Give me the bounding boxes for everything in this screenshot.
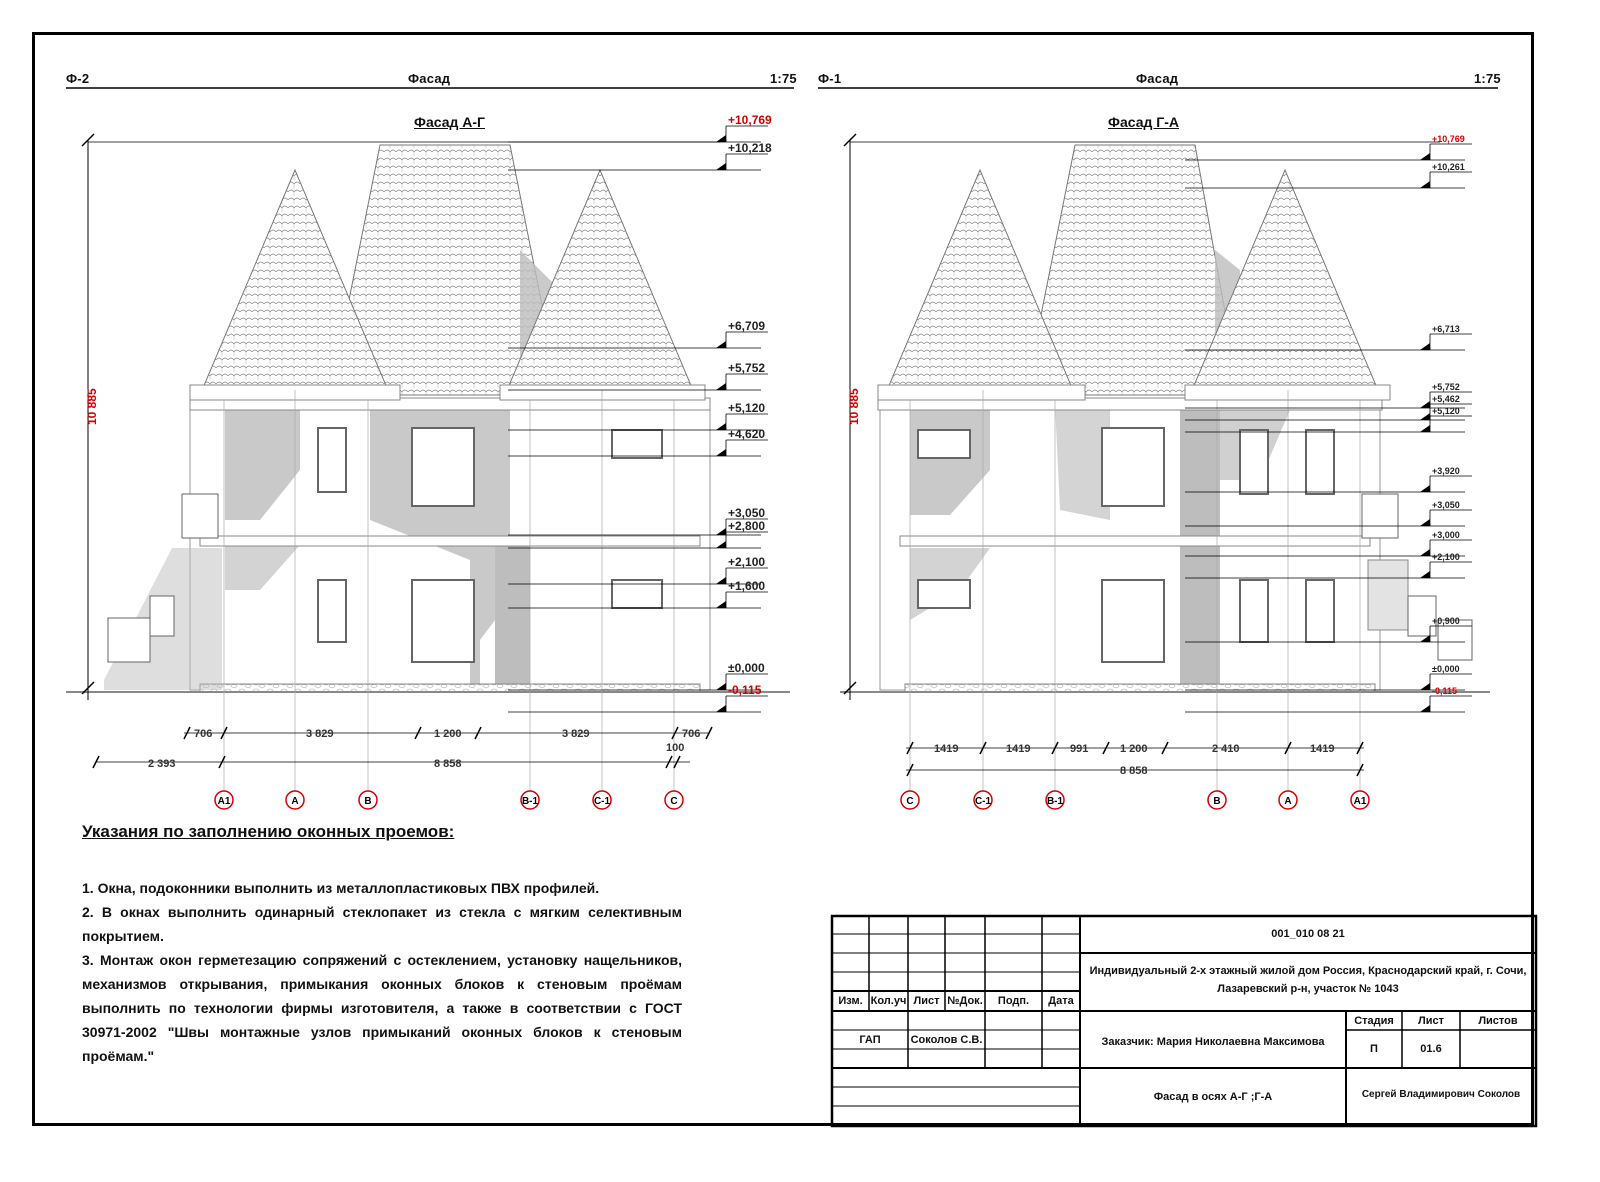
right-levels-level-label-12: -0,115 bbox=[1432, 686, 1458, 696]
left-axes-axis-label-5: С bbox=[670, 796, 678, 807]
left-dim-top-1: 706 bbox=[194, 728, 213, 740]
right-dim-top-5: 2 410 bbox=[1212, 743, 1240, 755]
note-2: 2. В окнах выполнить одинарный стеклопакет из стекла с мягким селективным покрытием. bbox=[82, 904, 682, 944]
left-levels-level-label-0: +10,769 bbox=[728, 113, 772, 127]
col-ndok: №Док. bbox=[947, 995, 983, 1007]
right-levels-level-label-5: +5,120 bbox=[1432, 406, 1460, 416]
left-axes-axis-label-0: А1 bbox=[217, 796, 231, 807]
left-dim-top-5: 706 bbox=[682, 728, 701, 740]
right-levels-level-label-6: +3,920 bbox=[1432, 466, 1460, 476]
person-name: Соколов С.В. bbox=[910, 1034, 983, 1046]
left-dim-top-4: 3 829 bbox=[562, 728, 590, 740]
left-axes-axis-label-3: В-1 bbox=[521, 796, 539, 807]
right-dim-top-1: 1419 bbox=[934, 743, 959, 755]
sheet-value: 01.6 bbox=[1420, 1043, 1442, 1055]
right-levels-level-label-7: +3,050 bbox=[1432, 500, 1460, 510]
left-dim-bottom-1: 2 393 bbox=[148, 758, 176, 770]
right-total-height: 10 885 bbox=[847, 388, 861, 425]
col-izm: Изм. bbox=[838, 995, 863, 1007]
left-axes-axis-label-2: В bbox=[364, 796, 372, 807]
left-axes-axis-label-4: С-1 bbox=[593, 796, 611, 807]
left-dim-bottom-2: 8 858 bbox=[434, 758, 462, 770]
left-levels-level-label-5: +4,620 bbox=[728, 427, 766, 441]
right-dim-top-2: 1419 bbox=[1006, 743, 1031, 755]
right-levels-level-label-8: +3,000 bbox=[1432, 530, 1460, 540]
right-axes-axis-label-4: А bbox=[1284, 796, 1292, 807]
left-levels-level-label-6: +3,050 bbox=[728, 506, 766, 520]
sheets-label: Листов bbox=[1478, 1015, 1518, 1027]
left-levels-level-label-9: +1,600 bbox=[728, 579, 766, 593]
left-dim-top-2: 3 829 bbox=[306, 728, 334, 740]
role-gap: ГАП bbox=[859, 1034, 881, 1046]
right-levels-level-label-11: ±0,000 bbox=[1432, 664, 1460, 674]
customer-name: Заказчик: Мария Николаевна Максимова bbox=[1101, 1036, 1325, 1048]
sheet-label: Лист bbox=[1418, 1015, 1444, 1027]
left-view-title: Фасад А-Г bbox=[414, 114, 485, 130]
left-sheet-code: Ф-2 bbox=[66, 71, 90, 86]
left-dim-bottom-3: 100 bbox=[666, 742, 685, 754]
left-axes-axis-label-1: А bbox=[291, 796, 299, 807]
left-levels-level-label-11: -0,115 bbox=[728, 683, 762, 697]
stage-value: П bbox=[1370, 1043, 1378, 1055]
right-axes-axis-label-2: В-1 bbox=[1046, 796, 1064, 807]
right-levels-level-label-10: +0,900 bbox=[1432, 616, 1460, 626]
right-dim-top-3: 991 bbox=[1070, 743, 1089, 755]
col-podp: Подп. bbox=[997, 995, 1030, 1007]
left-levels-level-label-8: +2,100 bbox=[728, 555, 766, 569]
note-1: 1. Окна, подоконники выполнить из металлопластиковых ПВХ профилей. bbox=[82, 880, 600, 896]
right-levels-level-label-3: +5,752 bbox=[1432, 382, 1460, 392]
right-axes-axis-label-1: С-1 bbox=[974, 796, 992, 807]
col-list: Лист bbox=[913, 995, 940, 1007]
left-levels-level-label-2: +6,709 bbox=[728, 319, 766, 333]
right-levels-level-label-1: +10,261 bbox=[1432, 162, 1465, 172]
right-axes-axis-label-5: А1 bbox=[1353, 796, 1367, 807]
col-kol-uch: Кол.уч bbox=[870, 995, 907, 1007]
right-levels-level-label-4: +5,462 bbox=[1432, 394, 1460, 404]
right-view-title: Фасад Г-А bbox=[1108, 114, 1179, 130]
left-sheet-label: Фасад bbox=[408, 71, 451, 86]
author-org: Сергей Владимирович Соколов bbox=[1361, 1089, 1521, 1100]
right-sheet-scale: 1:75 bbox=[1474, 71, 1501, 86]
left-levels-level-label-7: +2,800 bbox=[728, 519, 766, 533]
left-sheet-scale: 1:75 bbox=[770, 71, 797, 86]
right-levels-level-label-0: +10,769 bbox=[1432, 134, 1465, 144]
doc-code: 001_010 08 21 bbox=[1271, 928, 1345, 940]
left-levels-level-label-4: +5,120 bbox=[728, 401, 766, 415]
notes-title: Указания по заполнению оконных проемов: bbox=[82, 822, 455, 841]
right-dim-bottom-1: 8 858 bbox=[1120, 765, 1148, 777]
right-sheet-label: Фасад bbox=[1136, 71, 1179, 86]
right-axes-axis-label-3: В bbox=[1213, 796, 1221, 807]
project-name: Индивидуальный 2-х этажный жилой дом Россия, Краснодарский край, г. Сочи, Лазаревский р-н, участок № 1043 bbox=[1089, 965, 1527, 995]
left-dim-top-3: 1 200 bbox=[434, 728, 462, 740]
sheet-title: Фасад в осях А-Г ;Г-А bbox=[1153, 1091, 1273, 1103]
left-levels-level-label-3: +5,752 bbox=[728, 361, 766, 375]
right-levels-level-label-2: +6,713 bbox=[1432, 324, 1460, 334]
stage-label: Стадия bbox=[1354, 1015, 1394, 1027]
col-data: Дата bbox=[1048, 995, 1074, 1007]
left-levels-level-label-10: ±0,000 bbox=[728, 661, 765, 675]
right-dim-top-6: 1419 bbox=[1310, 743, 1335, 755]
left-total-height: 10 885 bbox=[85, 388, 99, 425]
note-3: 3. Монтаж окон герметезацию сопряжений с остеклением, установку нащельников, механизмов открывания, примыкания оконных блоков к стеновым проёмам выполнить по технологии фирмы изготовителя, а также в соответствии с ГОСТ 30971-2002 "Швы монтажные узлов примыканий оконных блоков к стеновым проёмам." bbox=[82, 952, 682, 1064]
right-dim-top-4: 1 200 bbox=[1120, 743, 1148, 755]
right-levels-level-label-9: +2,100 bbox=[1432, 552, 1460, 562]
left-levels-level-label-1: +10,218 bbox=[728, 141, 772, 155]
right-axes-axis-label-0: С bbox=[906, 796, 914, 807]
right-sheet-code: Ф-1 bbox=[818, 71, 842, 86]
